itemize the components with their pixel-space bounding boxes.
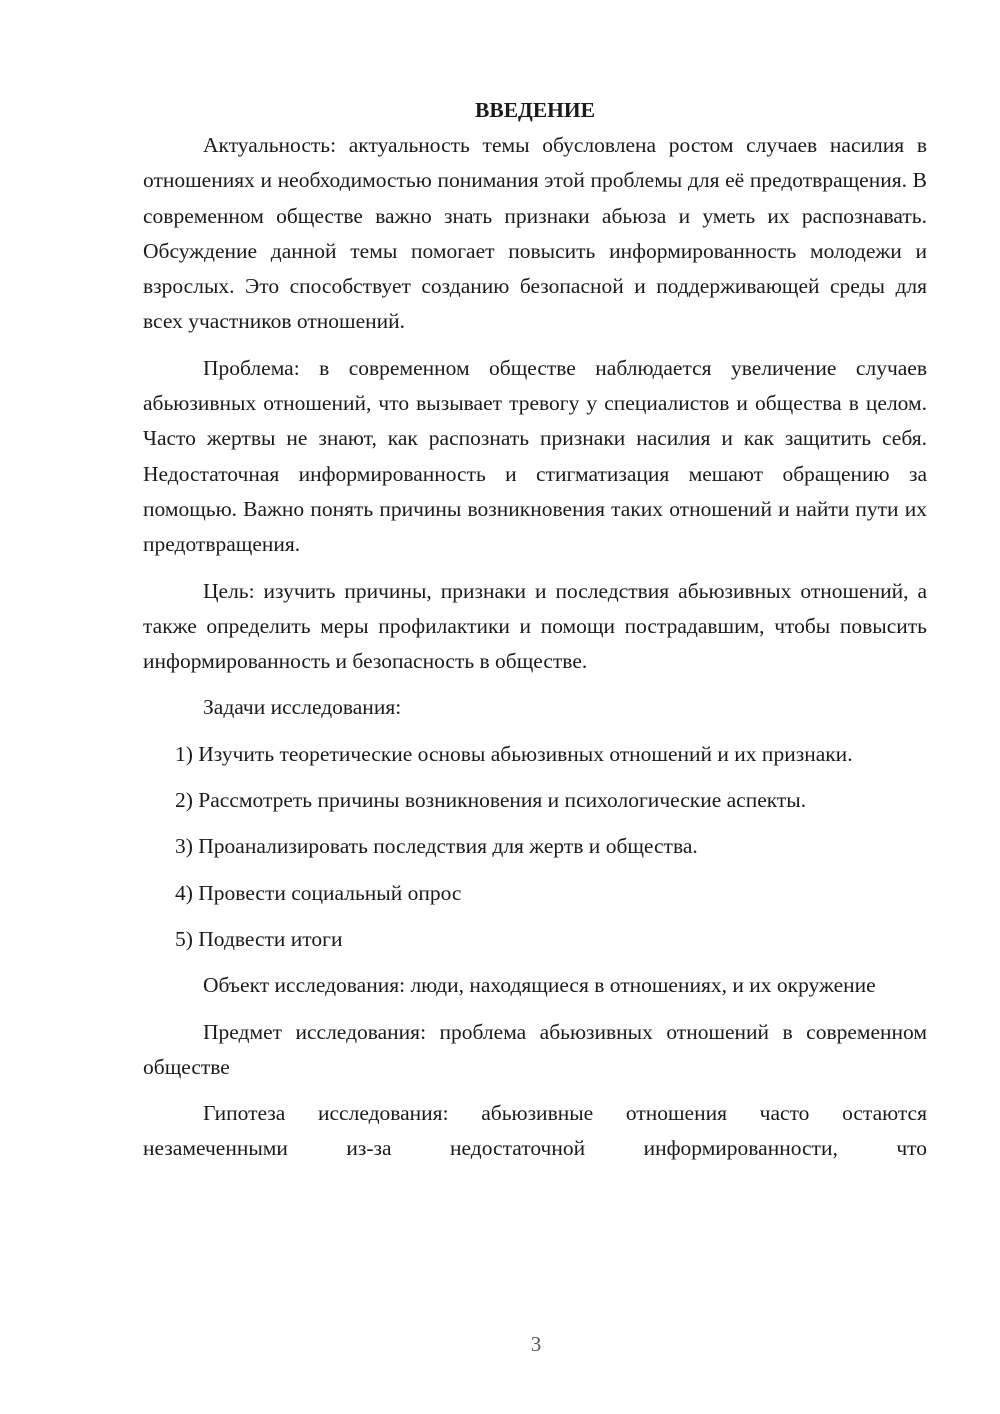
task-item-5: 5) Подвести итоги <box>175 926 343 951</box>
task-item-4: 4) Провести социальный опрос <box>175 880 462 905</box>
document-page <box>143 93 927 1178</box>
paragraph-object: Объект исследования: люди, находящиеся в отношениях, и их окружение <box>203 973 876 998</box>
page-number: 3 <box>530 1332 542 1356</box>
paragraph-problem: Проблема: в современном обществе наблюдается увеличение случаев абьюзивных отношений, что вызывает тревогу у специалистов и общества в целом. Часто жертвы не знают, как распознать признаки насилия и как защитить себя. Недостаточная информированность и стигматизация мешают обращению за помощью. Важно понять причины возникновения таких отношений и найти пути их предотвращения. <box>143 355 927 557</box>
section-title: ВВЕДЕНИЕ <box>475 98 595 122</box>
paragraph-subject: Предмет исследования: проблема абьюзивных отношений в современном обществе <box>143 1019 927 1079</box>
task-item-1: 1) Изучить теоретические основы абьюзивных отношений и их признаки. <box>175 741 853 766</box>
paragraph-goal: Цель: изучить причины, признаки и последствия абьюзивных отношений, а также определить меры профилактики и помощи пострадавшим, чтобы повысить информированность и безопасность в обществе. <box>143 578 927 674</box>
task-item-3: 3) Проанализировать последствия для жертв и общества. <box>175 834 698 859</box>
tasks-heading: Задачи исследования: <box>203 695 402 720</box>
task-item-2: 2) Рассмотреть причины возникновения и психологические аспекты. <box>175 788 807 813</box>
paragraph-hypothesis: Гипотеза исследования: абьюзивные отношения часто остаются незамеченными из-за недостаточной информированности, что <box>143 1101 927 1161</box>
paragraph-relevance: Актуальность: актуальность темы обусловлена ростом случаев насилия в отношениях и необходимостью понимания этой проблемы для её предотвращения. В современном обществе важно знать признаки абьюза и уметь их распознавать. Обсуждение данной темы помогает повысить информированность молодежи и взрослых. Это способствует созданию безопасной и поддерживающей среды для всех участников отношений. <box>143 133 927 334</box>
